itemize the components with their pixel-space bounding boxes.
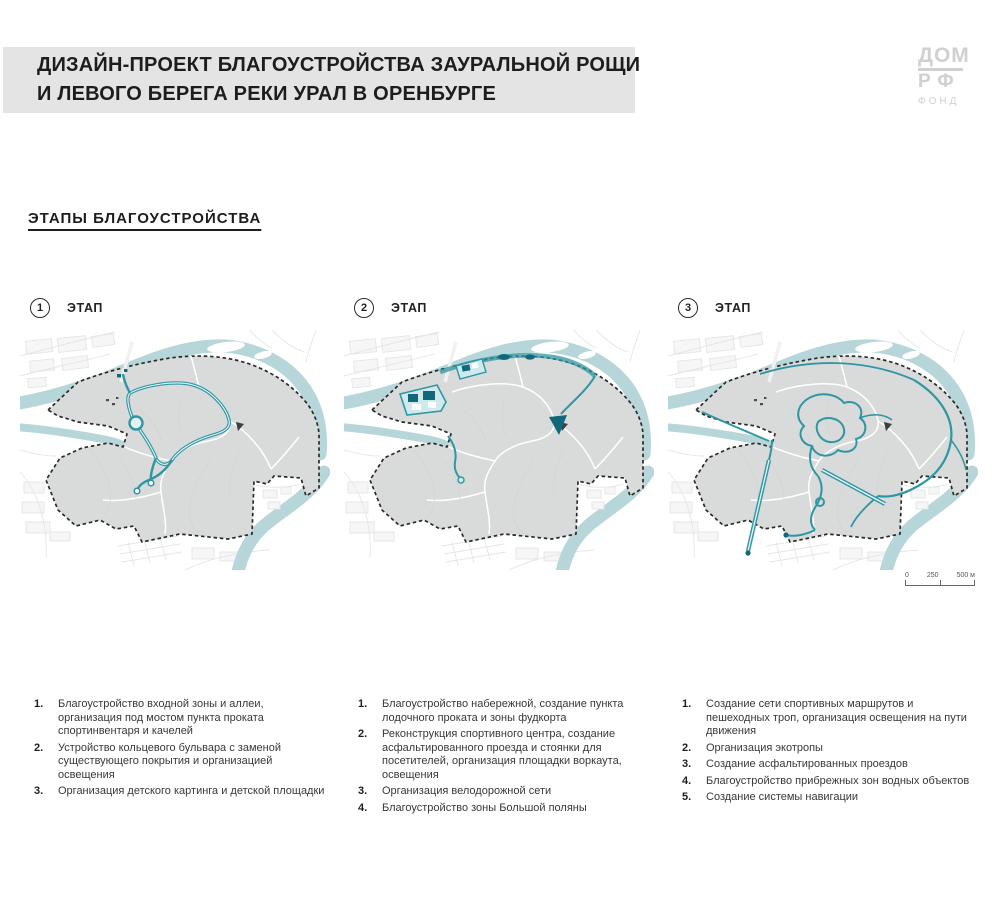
scale-tick [905,580,906,585]
scale-tick [974,580,975,585]
stage-2-header [354,298,427,318]
map-scale-bar [905,572,975,586]
list-item: 2. Организация экотропы [682,741,823,754]
list-item: 1. Создание сети спортивных маршрутов и пешеходных троп, организация освещения на пути движения [682,698,967,737]
road-end-marker [745,550,750,555]
path-end-marker [783,532,788,537]
list-item: 3. Организация детского картинга и детской площадки [34,785,325,797]
list-item: 3. Создание асфальтированных проездов [682,758,908,770]
stage-1-number-badge: 1 [30,298,50,318]
list-item: 4. Благоустройство зоны Большой поляны [358,801,587,814]
stage-3-map [668,330,978,570]
logo-fond-caption: ФОНД [918,96,960,107]
list-item: 2. Реконструкция спортивного центра, создание асфальтированного проезда и стоянки для посетителей, организация площадки воркаута, освещения [358,728,622,781]
stage-3-column [668,298,980,858]
stage-1-list [34,698,326,802]
stage-2-label: ЭТАП [391,301,427,315]
dom-rf-fond-logo [918,46,968,107]
stage-1-map-svg [20,330,330,570]
stage-2-number-badge: 2 [354,298,374,318]
list-item: 3. Организация велодорожной сети [358,785,552,797]
page-title-line-2: И ЛЕВОГО БЕРЕГА РЕКИ УРАЛ В ОРЕНБУРГЕ [37,83,497,105]
section-heading: ЭТАПЫ БЛАГОУСТРОЙСТВА [28,210,262,227]
stage-3-label: ЭТАП [715,301,751,315]
stage-1-header [30,298,103,318]
title-block [3,47,641,113]
scale-labels [905,572,975,579]
page-title-line-1: ДИЗАЙН-ПРОЕКТ БЛАГОУСТРОЙСТВА ЗАУРАЛЬНОЙ РОЩИ [37,54,641,76]
stage-1-map [20,330,330,570]
stage-3-map-svg [668,330,978,570]
stage-2-map-svg [344,330,654,570]
scale-label-end: 500 м [956,572,975,579]
stage-3-list [682,698,974,808]
scale-tick [940,580,941,585]
scale-label-start: 0 [905,572,909,579]
list-item: 4. Благоустройство прибрежных зон водных объектов [682,774,970,787]
stage-3-header [678,298,751,318]
logo-rf-text: РФ [918,71,961,92]
scale-rule [905,580,975,586]
scale-label-middle: 250 [926,572,939,579]
stage-1-column [20,298,332,858]
stage-2-column [344,298,656,858]
stage-2-list [358,698,650,818]
logo-dom-text: ДОМ [918,44,970,67]
stage-3-number-badge: 3 [678,298,698,318]
stage-2-map [344,330,654,570]
list-item: 1. Благоустройство входной зоны и аллеи, организация под мостом пункта проката спортинвентаря и качелей [34,698,264,737]
list-item: 1. Благоустройство набережной, создание пункта лодочного проката и зоны фудкорта [358,698,624,724]
list-item: 5. Создание системы навигации [682,791,859,803]
stage-1-label: ЭТАП [67,301,103,315]
list-item: 2. Устройство кольцевого бульвара с заменой существующего покрытия и организацией освещения [34,741,281,781]
